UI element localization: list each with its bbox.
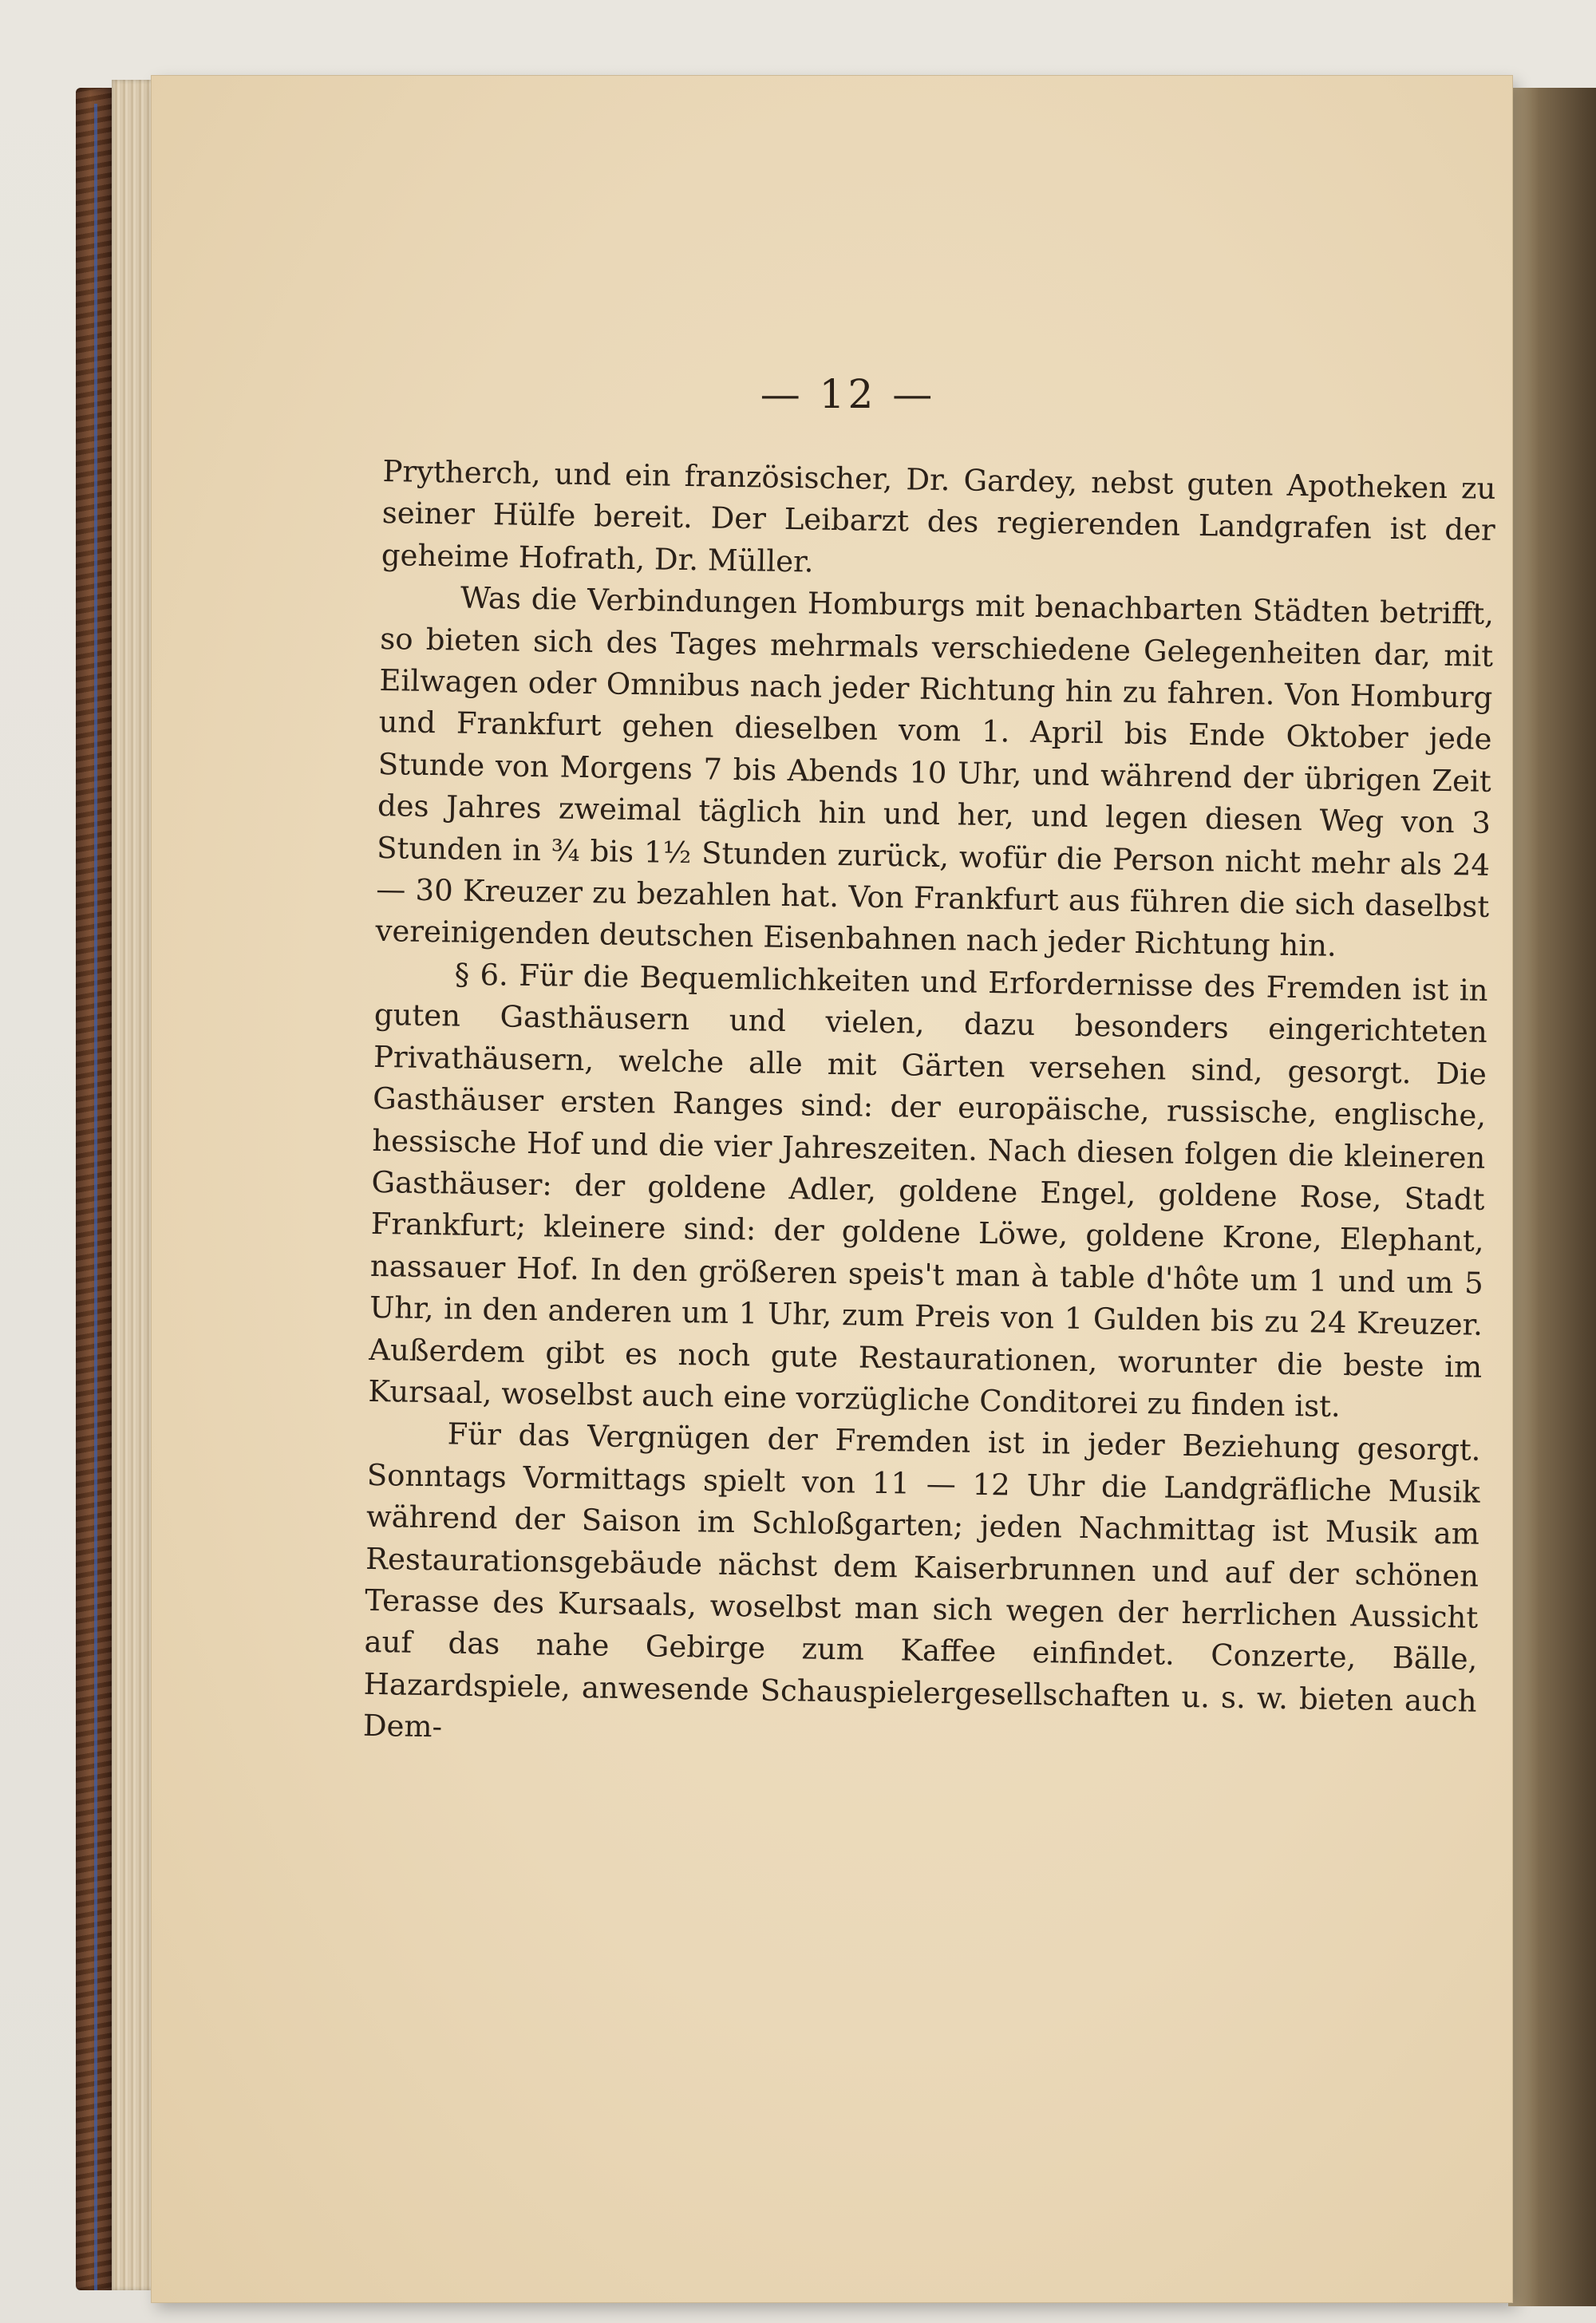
page-number: — 12 — (760, 371, 936, 417)
paragraph-continuation: Prytherch, und ein französischer, Dr. Gardey, nebst guten Apotheken zu seiner Hülfe bereit. Der Leibarzt des regierenden Landgrafen ist der geheime Hofrath, Dr. Müller. (381, 453, 1496, 579)
paragraph-section-6: § 6. Für die Bequemlichkeiten und Erfordernisse des Fremden ist in guten Gasthäusern und vielen, dazu besonders eingerichteten Privathäusern, welche alle mit Gärten versehen sind, gesorgt. Die Gasthäuser ersten Ranges sind: der europäische, russische, englische, hessische Hof und die vier Jahreszeiten. Nach diesen folgen die kleineren Gasthäuser: der goldene Adler, goldene Engel, goldene Rose, Stadt Frankfurt; kleinere sind: der goldene Löwe, goldene Krone, Elephant, nassauer Hof. In den größeren speis't man à table d'hôte um 1 und um 5 Uhr, in den anderen um 1 Uhr, zum Preis von 1 Gulden bis zu 24 Kreuzer. Außerdem gibt es noch gute Restaurationen, worunter die beste im Kursaal, woselbst auch eine vorzügliche Conditorei zu finden ist. (368, 957, 1488, 1424)
book-page (152, 76, 1512, 2302)
paragraph-amusements: Für das Vergnügen der Fremden ist in jeder Beziehung gesorgt. Sonntags Vormittags spielt von 11 — 12 Uhr die Landgräfliche Musik während der Saison im Schloßgarten; jeden Nachmittag ist Musik am Restaurationsgebäude nächst dem Kaiserbrunnen und auf der schönen Terasse des Kursaals, woselbst man sich wegen der herrlichen Aussicht auf das nahe Gebirge zum Kaffee einfindet. Conzerte, Bälle, Hazardspiele, anwesende Schauspielergesellschaften u. s. w. bieten auch Dem- (362, 1416, 1481, 1744)
body-text (362, 451, 1495, 1764)
scanner-edge (94, 104, 97, 2290)
facing-book-edge (1508, 88, 1596, 2306)
paragraph-connections: Was die Verbindungen Homburgs mit benachbarten Städten betrifft, so bieten sich des Tages mehrmals verschiedene Gelegenheiten dar, mit Eilwagen oder Omnibus nach jeder Richtung hin zu fahren. Von Homburg und Frankfurt gehen dieselben vom 1. April bis Ende Oktober jede Stunde von Morgens 7 bis Abends 10 Uhr, und während der übrigen Zeit des Jahres zweimal täglich hin und her, und legen diesen Weg von 3 Stunden in ¾ bis 1½ Stunden zurück, wofür die Person nicht mehr als 24 — 30 Kreuzer zu bezahlen hat. Von Frankfurt aus führen die sich daselbst vereinigenden deutschen Eisenbahnen nach jeder Richtung hin. (375, 580, 1495, 964)
